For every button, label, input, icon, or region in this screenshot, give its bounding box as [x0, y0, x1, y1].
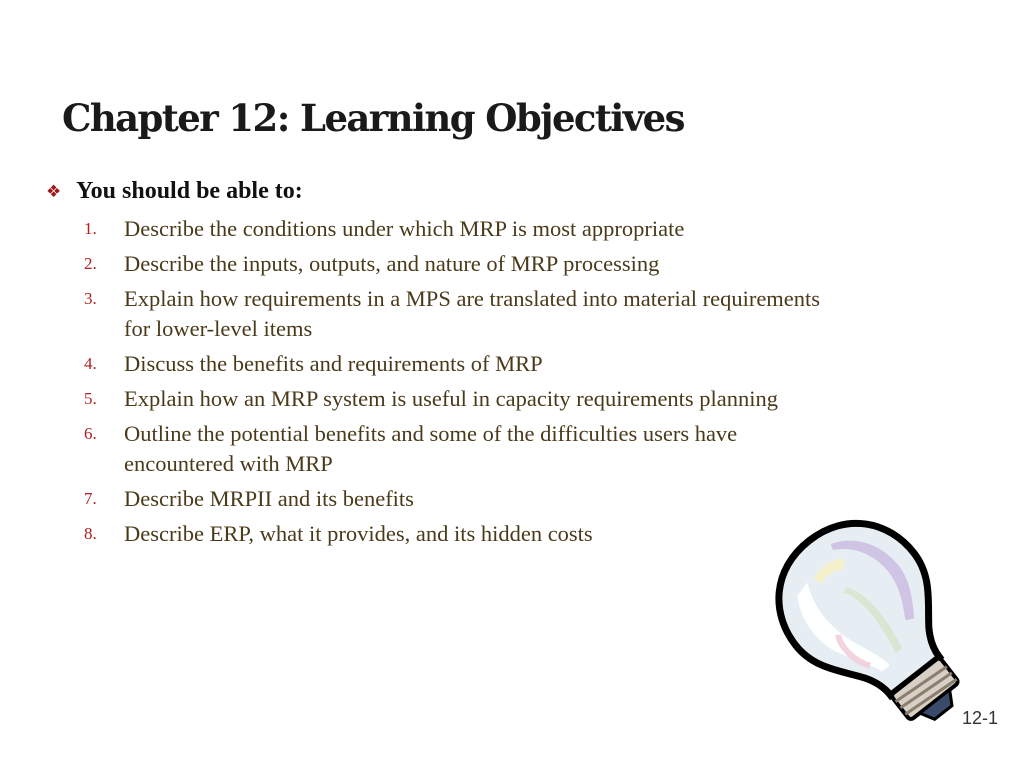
objective-number: 5.: [84, 389, 97, 408]
objective-text: Outline the potential benefits and some of the difficulties users have encountered with MRP: [124, 421, 738, 476]
objective-number: 3.: [84, 289, 97, 308]
objective-text: Describe ERP, what it provides, and its hidden costs: [124, 521, 593, 546]
objective-item: [84, 349, 924, 379]
slide-number: 12-1: [961, 708, 998, 728]
objective-item: [84, 214, 924, 244]
intro-line: [46, 178, 303, 205]
slide-title: Chapter 12: Learning Objectives: [62, 96, 684, 140]
light-bulb-icon: [770, 510, 980, 740]
objective-item: [84, 419, 924, 479]
objective-number: 2.: [84, 254, 97, 273]
intro-text: You should be able to:: [76, 178, 303, 204]
objective-item: [84, 249, 924, 279]
objective-number: 8.: [84, 524, 97, 543]
objective-text: Explain how an MRP system is useful in capacity requirements planning: [124, 386, 779, 411]
diamond-bullet-icon: ❖: [46, 181, 62, 202]
objective-text: Describe MRPII and its benefits: [124, 486, 414, 511]
objective-number: 1.: [84, 219, 97, 238]
objectives-list: [84, 214, 924, 554]
objective-text: Describe the conditions under which MRP is most appropriate: [124, 216, 685, 241]
objective-number: 6.: [84, 424, 97, 443]
objective-text: Discuss the benefits and requirements of MRP: [124, 351, 543, 376]
objective-number: 4.: [84, 354, 97, 373]
objective-text: Describe the inputs, outputs, and nature of MRP processing: [124, 251, 660, 276]
objective-text: Explain how requirements in a MPS are translated into material requirements for lower-level items: [124, 286, 821, 341]
objective-item: [84, 284, 924, 344]
objective-item: [84, 384, 924, 414]
objective-number: 7.: [84, 489, 97, 508]
